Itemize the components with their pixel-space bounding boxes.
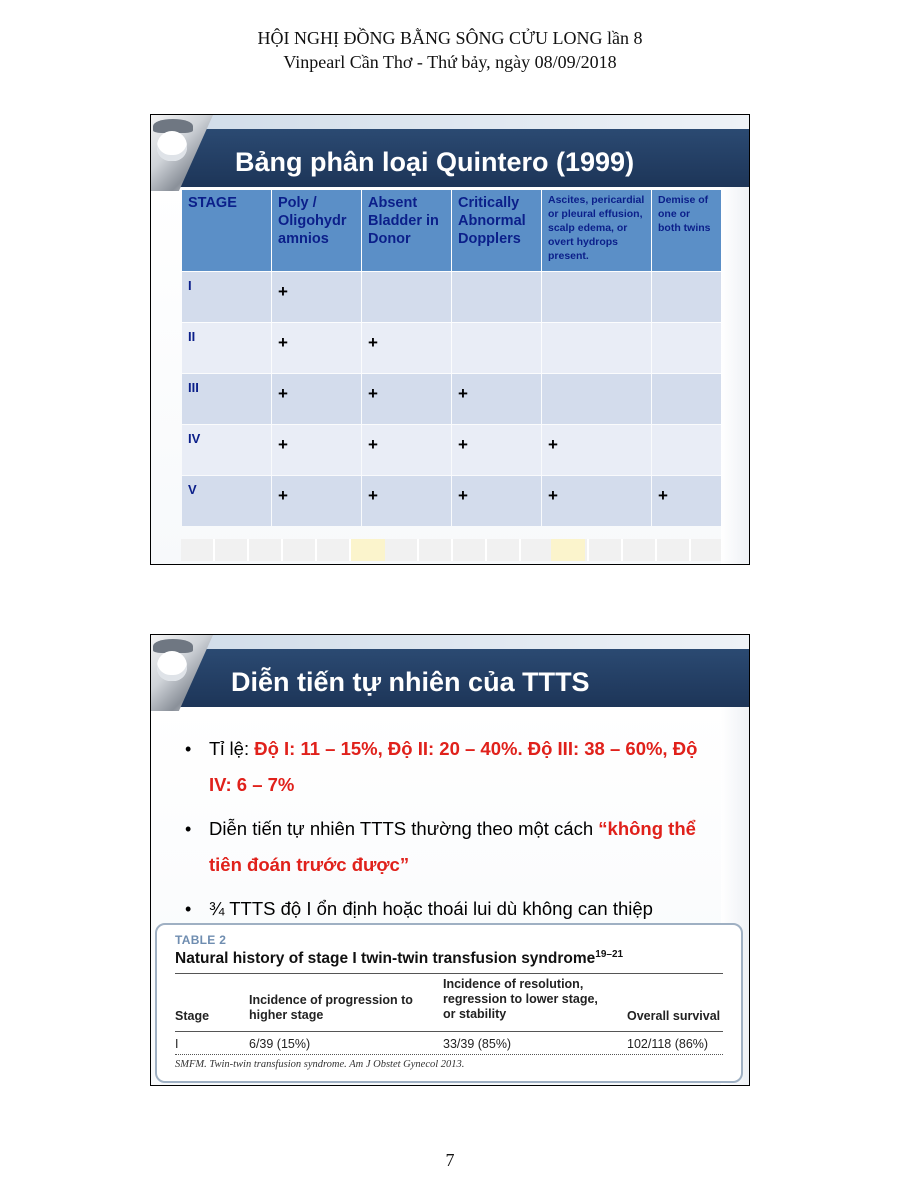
mark-cell [652, 272, 721, 322]
mark-cell: + [542, 476, 651, 526]
mark-cell: + [362, 425, 451, 475]
header-poly-oligohydramnios: Poly / Oligohydr amnios [272, 190, 361, 271]
table-cell: 33/39 (85%) [443, 1037, 512, 1051]
stage-cell: I [182, 272, 271, 322]
quintero-table [181, 189, 722, 527]
mark-cell: + [452, 425, 541, 475]
table-caption: Natural history of stage I twin-twin transfusion syndrome$^{19-21}$ [175, 949, 624, 968]
mark-cell: + [272, 425, 361, 475]
table-row [182, 476, 721, 526]
mark-cell [652, 425, 721, 475]
header-abnormal-dopplers: Critically Abnormal Dopplers [452, 190, 541, 271]
slide-quintero [150, 114, 750, 565]
stage-cell: V [182, 476, 271, 526]
mark-cell: + [542, 425, 651, 475]
mark-cell [452, 323, 541, 373]
mark-cell [542, 272, 651, 322]
mark-cell [362, 272, 451, 322]
table-row [182, 323, 721, 373]
mark-cell [652, 323, 721, 373]
mark-cell: + [452, 374, 541, 424]
slide-ribbon [721, 187, 749, 564]
header-hydrops: Ascites, pericardial or pleural effusion, scalp edema, or overt hydrops present. [542, 190, 651, 271]
bullet-highlight: “không thể tiên đoán trước được” [209, 818, 696, 875]
column-header-resolution: Incidence of resolution, regression to lower stage, or stability [443, 977, 598, 1021]
bullet-unpredictable [185, 811, 719, 883]
stage-cell: IV [182, 425, 271, 475]
mark-cell: + [652, 476, 721, 526]
slide-title: Diễn tiến tự nhiên của TTTS [231, 667, 590, 697]
table-row [182, 425, 721, 475]
stage-cell: II [182, 323, 271, 373]
table-row [182, 374, 721, 424]
bullet-stable [185, 891, 719, 927]
table-cell: 6/39 (15%) [249, 1037, 311, 1051]
conference-title: HỘI NGHỊ ĐỒNG BẰNG SÔNG CỬU LONG lần 8 [257, 28, 643, 48]
slide-natural-history [150, 634, 750, 1086]
bullet-rates [185, 731, 719, 803]
bullet-dot-icon: • [185, 819, 192, 839]
bullet-dot-icon: • [185, 899, 192, 919]
conference-venue-date: Vinpearl Cần Thơ - Thứ bảy, ngày 08/09/2018 [283, 52, 617, 72]
slide-title: Bảng phân loại Quintero (1999) [235, 147, 635, 177]
decorative-strip [181, 539, 721, 561]
column-header-survival: Overall survival [627, 1009, 721, 1023]
caption-reference: 19–21 [595, 949, 624, 960]
natural-history-table [155, 923, 743, 1083]
bullet-list [185, 731, 719, 935]
column-header-stage: Stage [175, 1009, 210, 1023]
mark-cell: + [272, 374, 361, 424]
mark-cell: + [362, 476, 451, 526]
page-header [0, 26, 900, 74]
table-cell: I [175, 1037, 179, 1051]
bullet-prefix: Diễn tiến tự nhiên TTTS thường theo một cách [209, 818, 599, 839]
mark-cell: + [272, 476, 361, 526]
mark-cell: + [272, 272, 361, 322]
bullet-prefix: Tỉ lệ: [209, 738, 255, 759]
mark-cell: + [452, 476, 541, 526]
stage-cell: III [182, 374, 271, 424]
bullet-text: ¾ TTTS độ I ổn định hoặc thoái lui dù không can thiệp [209, 898, 653, 919]
table-cell: 102/118 (86%) [627, 1037, 709, 1051]
mark-cell: + [272, 323, 361, 373]
mark-cell [652, 374, 721, 424]
bullet-highlight: Độ I: 11 – 15%, Độ II: 20 – 40%. Độ III: 38 – 60%, Độ IV: 6 – 7% [209, 738, 698, 795]
mark-cell [542, 323, 651, 373]
table-label: TABLE 2 [175, 933, 227, 947]
header-absent-bladder: Absent Bladder in Donor [362, 190, 451, 271]
page-number: 7 [445, 1150, 455, 1170]
mark-cell: + [362, 323, 451, 373]
table-row [182, 272, 721, 322]
mark-cell [542, 374, 651, 424]
column-header-progression: Incidence of progression to higher stage [249, 993, 413, 1022]
table-source: SMFM. Twin-twin transfusion syndrome. Am J Obstet Gynecol 2013. [175, 1059, 465, 1070]
mark-cell [452, 272, 541, 322]
header-stage: STAGE [182, 190, 271, 271]
header-demise: Demise of one or both twins [652, 190, 721, 271]
bullet-dot-icon: • [185, 739, 192, 759]
table-header-row [182, 190, 721, 271]
mark-cell: + [362, 374, 451, 424]
